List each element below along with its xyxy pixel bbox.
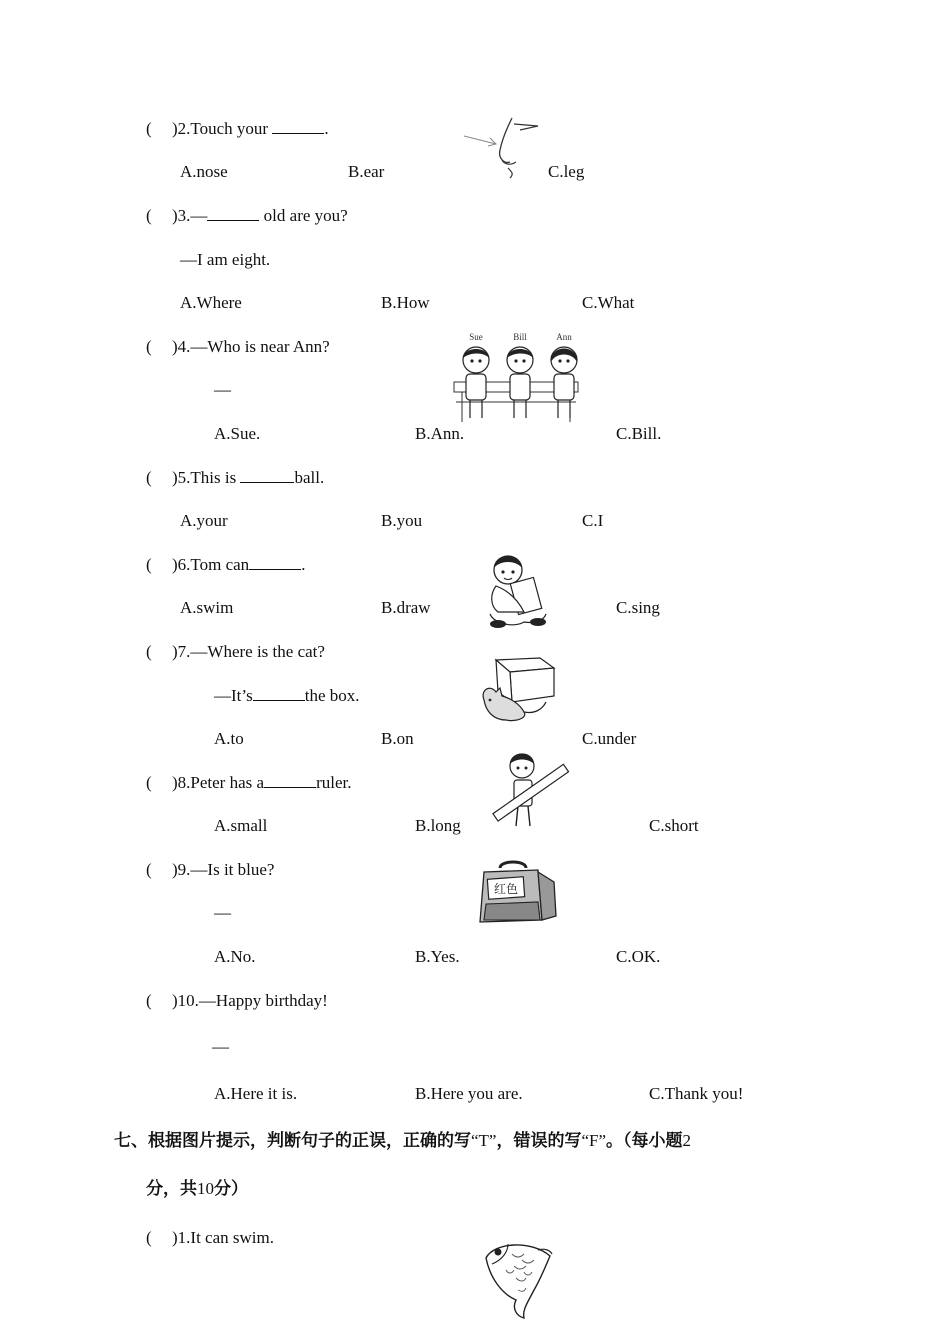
option-a[interactable]: A.small xyxy=(214,816,268,835)
option-a[interactable]: A.to xyxy=(214,729,244,748)
question-stem: )2.Touch your . xyxy=(172,119,329,138)
option-c[interactable]: C.I xyxy=(582,511,604,530)
dialogue-reply: — xyxy=(214,903,231,922)
dialogue-reply: — xyxy=(214,380,231,399)
question-stem: )10.—Happy birthday! xyxy=(172,991,328,1010)
child-name-sue: Sue xyxy=(469,332,483,342)
answer-blank[interactable] xyxy=(272,119,324,134)
answer-blank[interactable] xyxy=(207,206,259,221)
answer-blank[interactable] xyxy=(264,773,316,788)
question-stem: )4.—Who is near Ann? xyxy=(172,337,330,356)
question-stem: )5.This is ball. xyxy=(172,468,325,487)
child-name-bill: Bill xyxy=(513,332,527,342)
dialogue-reply: — xyxy=(212,1037,229,1056)
boy-drawing-icon xyxy=(484,550,550,630)
option-c[interactable]: C.under xyxy=(582,729,637,748)
question-stem: )6.Tom can . xyxy=(172,555,306,574)
answer-paren[interactable]: ( xyxy=(146,119,152,138)
option-c[interactable]: C.sing xyxy=(616,598,660,617)
answer-paren[interactable]: ( xyxy=(146,555,152,574)
fish-icon xyxy=(478,1236,558,1322)
option-a[interactable]: A.Here it is. xyxy=(214,1084,298,1103)
question-stem: )7.—Where is the cat? xyxy=(172,642,325,661)
option-b[interactable]: B.Here you are. xyxy=(415,1084,523,1103)
section-7-heading-line2: 分，共10分） xyxy=(146,1179,248,1199)
option-b[interactable]: B.How xyxy=(381,293,430,312)
option-c[interactable]: C.OK. xyxy=(616,947,661,966)
cat-under-box-icon xyxy=(476,654,560,724)
option-c[interactable]: C.Bill. xyxy=(616,424,662,443)
option-a[interactable]: A.swim xyxy=(180,598,234,617)
option-a[interactable]: A.your xyxy=(180,511,228,530)
answer-blank[interactable] xyxy=(240,468,294,483)
red-schoolbag-icon xyxy=(476,858,560,928)
three-children-icon xyxy=(452,330,580,424)
option-b[interactable]: B.Yes. xyxy=(415,947,460,966)
nose-icon xyxy=(462,114,546,180)
question-stem: )1.It can swim. xyxy=(172,1228,274,1247)
option-b[interactable]: B.long xyxy=(415,816,461,835)
question-stem: )9.—Is it blue? xyxy=(172,860,275,879)
answer-paren[interactable]: ( xyxy=(146,773,152,792)
answer-paren[interactable]: ( xyxy=(146,468,152,487)
question-stem: )8.Peter has a ruler. xyxy=(172,773,352,792)
question-stem: )3.— old are you? xyxy=(172,206,348,225)
answer-paren[interactable]: ( xyxy=(146,860,152,879)
child-name-ann: Ann xyxy=(556,332,572,342)
option-c[interactable]: C.Thank you! xyxy=(649,1084,744,1103)
bag-label: 红色 xyxy=(493,882,519,896)
option-a[interactable]: A.nose xyxy=(180,162,228,181)
option-b[interactable]: B.Ann. xyxy=(415,424,465,443)
option-a[interactable]: A.Sue. xyxy=(214,424,261,443)
option-a[interactable]: A.No. xyxy=(214,947,256,966)
answer-blank[interactable] xyxy=(249,555,301,570)
section-7-heading: 七、根据图片提示，判断句子的正误，正确的写“T”，错误的写“F”。（每小题2 xyxy=(114,1131,692,1151)
option-a[interactable]: A.Where xyxy=(180,293,242,312)
answer-paren[interactable]: ( xyxy=(146,991,152,1010)
option-b[interactable]: B.draw xyxy=(381,598,431,617)
option-c[interactable]: C.What xyxy=(582,293,635,312)
boy-with-ruler-icon xyxy=(486,750,570,830)
answer-paren[interactable]: ( xyxy=(146,642,152,661)
answer-paren[interactable]: ( xyxy=(146,206,152,225)
dialogue-reply: —It’s the box. xyxy=(214,686,360,705)
answer-paren[interactable]: ( xyxy=(146,337,152,356)
answer-paren[interactable]: ( xyxy=(146,1228,152,1247)
answer-blank[interactable] xyxy=(253,686,305,701)
option-c[interactable]: C.leg xyxy=(548,162,585,181)
option-b[interactable]: B.on xyxy=(381,729,414,748)
option-b[interactable]: B.ear xyxy=(348,162,385,181)
dialogue-reply: —I am eight. xyxy=(180,250,271,269)
option-b[interactable]: B.you xyxy=(381,511,423,530)
option-c[interactable]: C.short xyxy=(649,816,699,835)
